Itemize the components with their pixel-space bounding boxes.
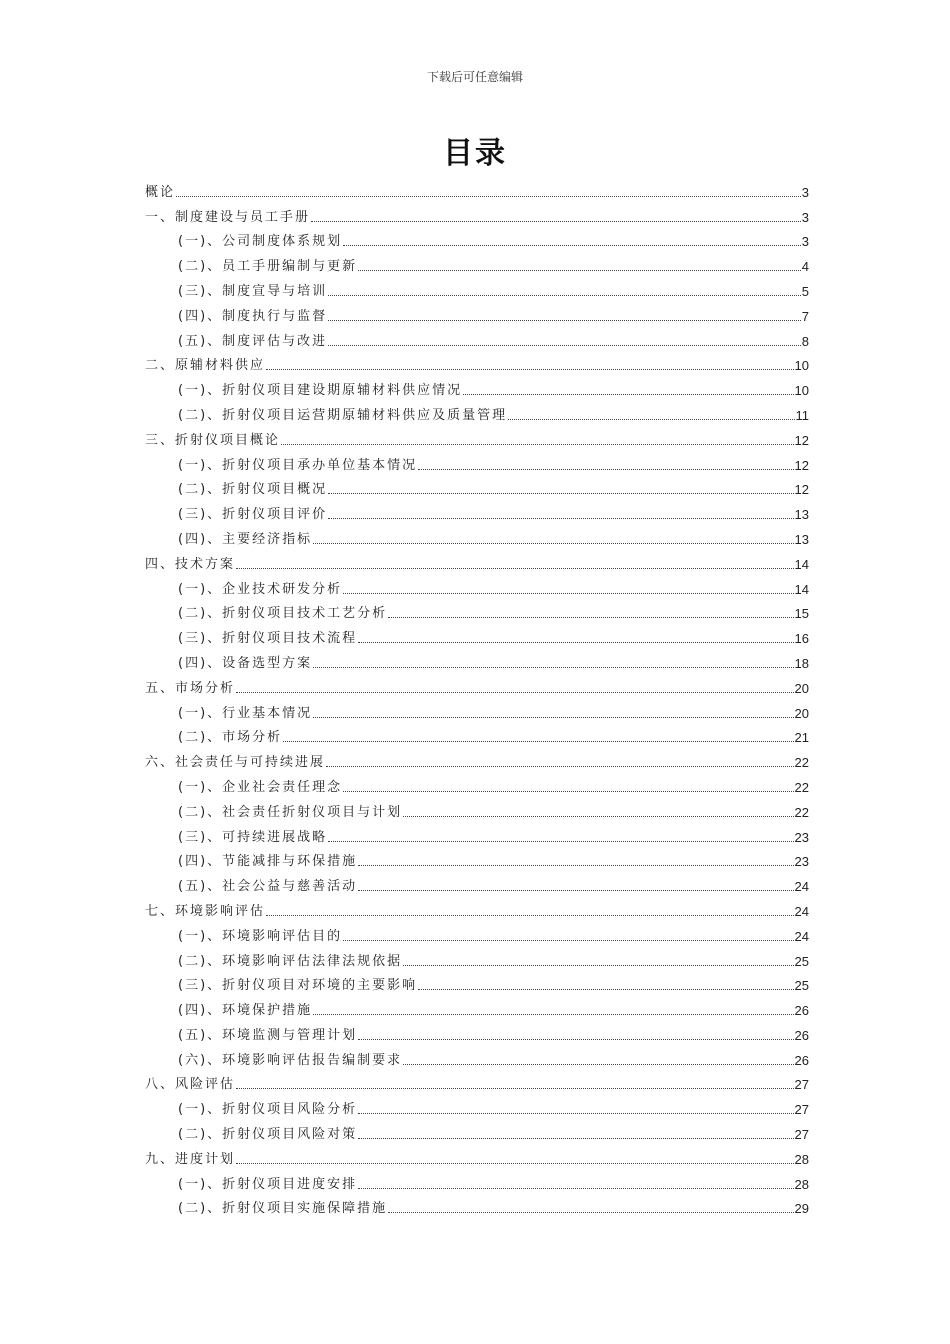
toc-leader-dots xyxy=(403,965,793,966)
toc-leader-dots xyxy=(358,270,801,271)
toc-entry[interactable] xyxy=(145,350,809,375)
toc-entry-text: (二)、折射仪项目实施保障措施 xyxy=(178,1201,388,1217)
toc-entry-page: 7 xyxy=(801,308,809,324)
toc-leader-dots xyxy=(236,692,794,693)
toc-entry-page: 22 xyxy=(794,779,809,795)
toc-entry-page: 10 xyxy=(794,383,809,399)
toc-entry[interactable] xyxy=(145,1143,809,1168)
toc-entry-text: (四)、制度执行与监督 xyxy=(178,308,328,324)
toc-entry[interactable] xyxy=(145,722,809,747)
toc-entry-page: 23 xyxy=(794,854,809,870)
toc-entry-page: 23 xyxy=(794,829,809,845)
toc-entry-text: 六、社会责任与可持续进展 xyxy=(145,755,326,771)
toc-entry[interactable] xyxy=(145,598,809,623)
toc-entry-text: 七、环境影响评估 xyxy=(145,903,266,919)
toc-leader-dots xyxy=(236,1088,794,1089)
toc-entry-text: (三)、折射仪项目技术流程 xyxy=(178,631,358,647)
toc-entry-text: (一)、折射仪项目进度安排 xyxy=(178,1176,358,1192)
header-note: 下载后可任意编辑 xyxy=(426,70,523,84)
toc-entry-page: 21 xyxy=(794,730,809,746)
toc-leader-dots xyxy=(283,741,793,742)
toc-entry[interactable] xyxy=(145,1118,809,1143)
toc-entry[interactable] xyxy=(145,771,809,796)
toc-entry-page: 26 xyxy=(794,1003,809,1019)
toc-entry-text: 五、市场分析 xyxy=(145,680,236,696)
toc-entry-page: 25 xyxy=(794,953,809,969)
toc-entry-page: 24 xyxy=(794,928,809,944)
toc-entry-page: 13 xyxy=(794,531,809,547)
toc-leader-dots xyxy=(311,221,801,222)
toc-entry-page: 12 xyxy=(794,482,809,498)
toc-entry[interactable] xyxy=(145,796,809,821)
toc-entry-text: 九、进度计划 xyxy=(145,1151,236,1167)
toc-leader-dots xyxy=(508,419,794,420)
toc-leader-dots xyxy=(343,791,793,792)
toc-entry-page: 18 xyxy=(794,655,809,671)
toc-entry-text: (五)、社会公益与慈善活动 xyxy=(178,879,358,895)
toc-leader-dots xyxy=(358,890,793,891)
toc-leader-dots xyxy=(463,394,793,395)
toc-entry-text: (六)、环境影响评估报告编制要求 xyxy=(178,1052,403,1068)
toc-entry[interactable] xyxy=(145,821,809,846)
toc-leader-dots xyxy=(343,593,793,594)
toc-entry-page: 28 xyxy=(794,1176,809,1192)
toc-entry-page: 11 xyxy=(795,407,809,423)
toc-entry-page: 29 xyxy=(794,1201,809,1217)
toc-entry-text: (四)、主要经济指标 xyxy=(178,531,313,547)
toc-entry-page: 3 xyxy=(801,234,809,250)
toc-leader-dots xyxy=(343,940,793,941)
toc-leader-dots xyxy=(358,1113,793,1114)
toc-entry-text: (三)、可持续进展战略 xyxy=(178,829,328,845)
toc-leader-dots xyxy=(313,543,793,544)
toc-entry-text: (五)、制度评估与改进 xyxy=(178,333,328,349)
toc-leader-dots xyxy=(176,196,801,197)
toc-entry[interactable] xyxy=(145,895,809,920)
toc-leader-dots xyxy=(418,989,793,990)
toc-entry-page: 15 xyxy=(794,606,809,622)
toc-entry-text: (一)、折射仪项目风险分析 xyxy=(178,1102,358,1118)
toc-entry[interactable] xyxy=(145,325,809,350)
toc-entry-text: (一)、企业社会责任理念 xyxy=(178,779,343,795)
toc-leader-dots xyxy=(236,568,794,569)
toc-entry-page: 3 xyxy=(801,184,809,200)
toc-entry[interactable] xyxy=(145,1019,809,1044)
toc-entry-page: 22 xyxy=(794,804,809,820)
toc-entry-page: 26 xyxy=(794,1027,809,1043)
toc-entry-page: 26 xyxy=(794,1052,809,1068)
toc-entry[interactable] xyxy=(145,1168,809,1193)
toc-entry-text: (四)、节能减排与环保措施 xyxy=(178,854,358,870)
toc-entry-text: (一)、公司制度体系规划 xyxy=(178,234,343,250)
toc-leader-dots xyxy=(358,1138,793,1139)
toc-entry-text: 概论 xyxy=(145,184,176,200)
toc-entry-page: 20 xyxy=(794,680,809,696)
toc-leader-dots xyxy=(313,717,793,718)
toc-leader-dots xyxy=(358,1188,793,1189)
toc-entry-page: 16 xyxy=(794,631,809,647)
toc-entry-text: (一)、行业基本情况 xyxy=(178,705,313,721)
toc-entry[interactable] xyxy=(145,1069,809,1094)
toc-leader-dots xyxy=(328,841,793,842)
toc-entry-text: (三)、折射仪项目对环境的主要影响 xyxy=(178,978,418,994)
table-of-contents xyxy=(145,176,809,1217)
toc-title: 目录 xyxy=(443,136,507,171)
toc-entry[interactable] xyxy=(145,226,809,251)
toc-entry[interactable] xyxy=(145,176,809,201)
toc-leader-dots xyxy=(403,1064,793,1065)
toc-leader-dots xyxy=(313,1014,793,1015)
toc-entry-page: 28 xyxy=(794,1151,809,1167)
toc-entry-text: (一)、环境影响评估目的 xyxy=(178,928,343,944)
toc-leader-dots xyxy=(266,915,794,916)
toc-entry[interactable] xyxy=(145,945,809,970)
toc-leader-dots xyxy=(236,1163,794,1164)
toc-entry-page: 5 xyxy=(801,283,809,299)
toc-entry-text: (二)、折射仪项目风险对策 xyxy=(178,1127,358,1143)
toc-leader-dots xyxy=(313,667,793,668)
toc-entry[interactable] xyxy=(145,672,809,697)
toc-entry[interactable] xyxy=(145,250,809,275)
toc-leader-dots xyxy=(418,469,793,470)
toc-entry[interactable] xyxy=(145,746,809,771)
toc-entry[interactable] xyxy=(145,424,809,449)
toc-entry-text: 四、技术方案 xyxy=(145,556,236,572)
toc-entry-page: 12 xyxy=(794,432,809,448)
toc-entry[interactable] xyxy=(145,622,809,647)
toc-leader-dots xyxy=(266,369,794,370)
toc-entry-page: 12 xyxy=(794,457,809,473)
toc-entry[interactable] xyxy=(145,449,809,474)
toc-entry-page: 27 xyxy=(794,1127,809,1143)
toc-entry-text: (五)、环境监测与管理计划 xyxy=(178,1027,358,1043)
toc-leader-dots xyxy=(343,245,801,246)
toc-leader-dots xyxy=(388,1212,793,1213)
toc-entry-text: 八、风险评估 xyxy=(145,1077,236,1093)
toc-entry[interactable] xyxy=(145,201,809,226)
toc-entry-page: 20 xyxy=(794,705,809,721)
toc-entry[interactable] xyxy=(145,870,809,895)
toc-entry[interactable] xyxy=(145,474,809,499)
toc-entry-text: (二)、折射仪项目概况 xyxy=(178,482,328,498)
toc-leader-dots xyxy=(328,320,801,321)
toc-entry-page: 22 xyxy=(794,755,809,771)
toc-entry-page: 4 xyxy=(801,259,809,275)
toc-entry[interactable] xyxy=(145,647,809,672)
toc-entry[interactable] xyxy=(145,1193,809,1218)
toc-leader-dots xyxy=(328,518,793,519)
toc-entry[interactable] xyxy=(145,498,809,523)
toc-entry-page: 27 xyxy=(794,1102,809,1118)
toc-entry-text: (二)、市场分析 xyxy=(178,730,283,746)
toc-entry[interactable] xyxy=(145,523,809,548)
toc-entry-text: (二)、折射仪项目运营期原辅材料供应及质量管理 xyxy=(178,407,508,423)
toc-entry-page: 25 xyxy=(794,978,809,994)
toc-entry-page: 14 xyxy=(794,556,809,572)
toc-entry[interactable] xyxy=(145,374,809,399)
toc-entry-text: (二)、社会责任折射仪项目与计划 xyxy=(178,804,403,820)
toc-entry-text: (一)、折射仪项目建设期原辅材料供应情况 xyxy=(178,383,463,399)
toc-entry[interactable] xyxy=(145,970,809,995)
toc-entry-text: 三、折射仪项目概论 xyxy=(145,432,281,448)
toc-entry-text: (四)、设备选型方案 xyxy=(178,655,313,671)
toc-leader-dots xyxy=(328,345,801,346)
toc-entry[interactable] xyxy=(145,548,809,573)
toc-entry-text: (四)、环境保护措施 xyxy=(178,1003,313,1019)
toc-leader-dots xyxy=(403,816,793,817)
toc-entry-text: (一)、折射仪项目承办单位基本情况 xyxy=(178,457,418,473)
toc-entry[interactable] xyxy=(145,697,809,722)
toc-entry[interactable] xyxy=(145,994,809,1019)
toc-entry-page: 27 xyxy=(794,1077,809,1093)
toc-entry-text: (三)、制度宣导与培训 xyxy=(178,283,328,299)
toc-entry-text: (二)、折射仪项目技术工艺分析 xyxy=(178,606,388,622)
toc-entry[interactable] xyxy=(145,275,809,300)
toc-entry-page: 8 xyxy=(801,333,809,349)
toc-leader-dots xyxy=(328,295,801,296)
toc-entry-page: 24 xyxy=(794,903,809,919)
toc-leader-dots xyxy=(326,766,794,767)
toc-leader-dots xyxy=(328,493,793,494)
toc-entry[interactable] xyxy=(145,1044,809,1069)
toc-entry-text: (二)、员工手册编制与更新 xyxy=(178,259,358,275)
toc-entry-text: (二)、环境影响评估法律法规依据 xyxy=(178,953,403,969)
toc-entry-page: 24 xyxy=(794,879,809,895)
toc-entry[interactable] xyxy=(145,846,809,871)
toc-leader-dots xyxy=(358,642,793,643)
toc-leader-dots xyxy=(358,1039,793,1040)
toc-entry-page: 14 xyxy=(794,581,809,597)
toc-entry[interactable] xyxy=(145,300,809,325)
toc-entry[interactable] xyxy=(145,1093,809,1118)
toc-entry-page: 10 xyxy=(794,358,809,374)
toc-entry-page: 13 xyxy=(794,507,809,523)
toc-entry[interactable] xyxy=(145,399,809,424)
toc-entry-text: 二、原辅材料供应 xyxy=(145,358,266,374)
toc-entry-text: (一)、企业技术研发分析 xyxy=(178,581,343,597)
toc-leader-dots xyxy=(358,865,793,866)
toc-leader-dots xyxy=(388,617,793,618)
toc-entry-text: 一、制度建设与员工手册 xyxy=(145,209,311,225)
toc-leader-dots xyxy=(281,444,794,445)
toc-entry-page: 3 xyxy=(801,209,809,225)
toc-entry-text: (三)、折射仪项目评价 xyxy=(178,507,328,523)
toc-entry[interactable] xyxy=(145,920,809,945)
toc-entry[interactable] xyxy=(145,573,809,598)
